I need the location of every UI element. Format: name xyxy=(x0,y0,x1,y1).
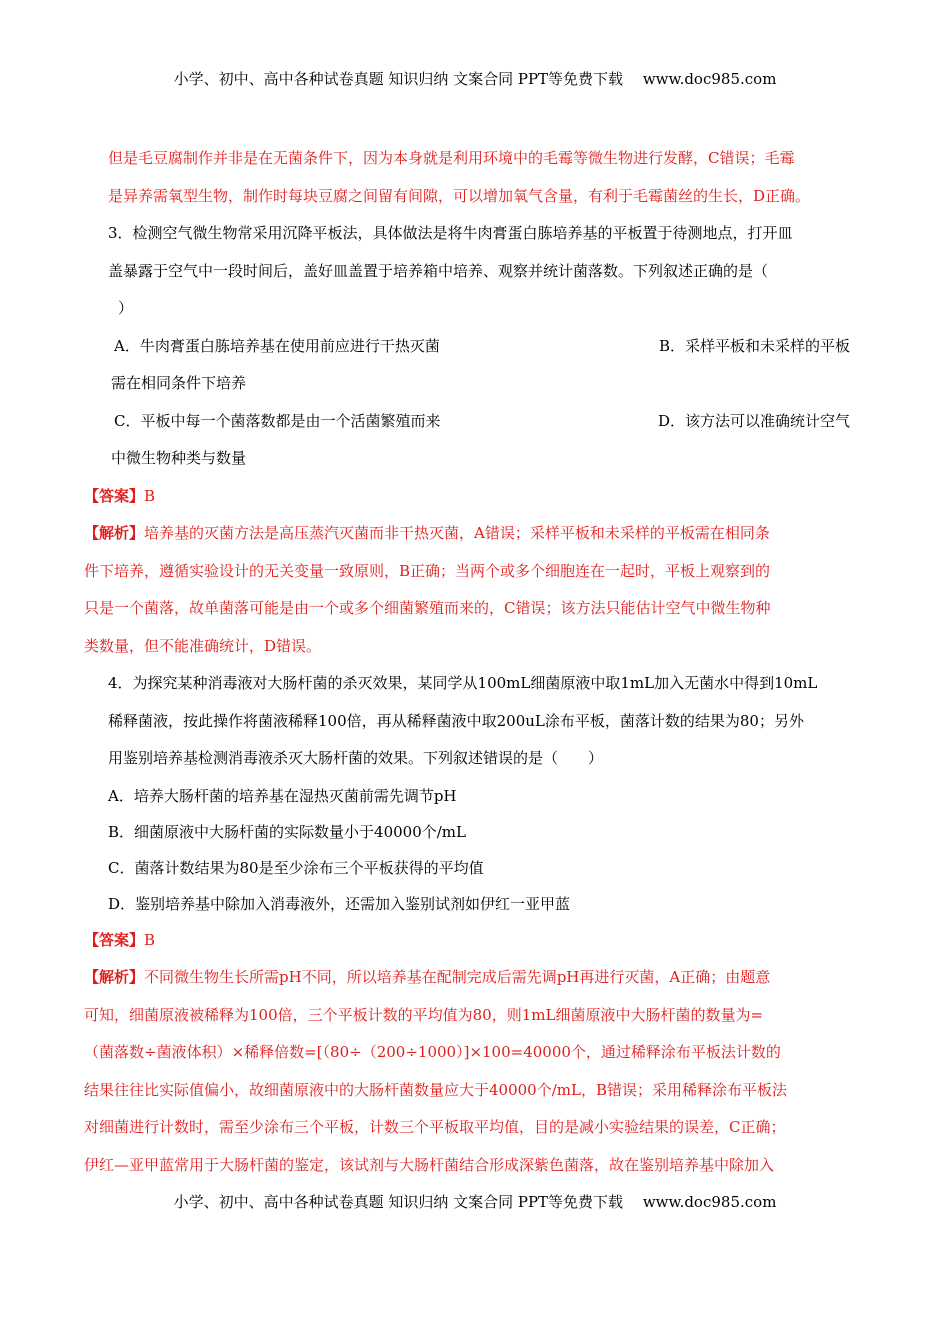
q3-analysis-line-2: 件下培养，遵循实验设计的无关变量一致原则，B正确；当两个或多个细胞连在一起时，平板上观察到的 xyxy=(84,561,771,580)
q4-analysis-line-6: 伊红—亚甲蓝常用于大肠杆菌的鉴定，该试剂与大肠杆菌结合形成深紫色菌落，故在鉴别培养基中除加入 xyxy=(84,1155,775,1174)
q3-answer-label: 【答案】 xyxy=(84,486,145,505)
q3-analysis-line-3: 只是一个菌落，故单菌落可能是由一个或多个细菌繁殖而来的，C错误；该方法只能估计空气中微生物种 xyxy=(84,599,771,617)
q4-option-b: B．细菌原液中大肠杆菌的实际数量小于40000个/mL xyxy=(108,822,466,841)
page-footer: 小学、初中、高中各种试卷真题 知识归纳 文案合同 PPT等免费下载 www.doc985.com xyxy=(173,1193,777,1211)
q4-analysis-line-2: 可知，细菌原液被稀释为100倍，三个平板计数的平均值为80，则1mL细菌原液中大肠杆菌的数量为= xyxy=(84,1005,764,1024)
document-body xyxy=(84,140,856,1184)
q3-analysis-label: 【解析】 xyxy=(84,524,145,542)
q4-analysis-line-4: 结果往往比实际值偏小，故细菌原液中的大肠杆菌数量应大于40000个/mL，B错误；采用稀释涂布平板法 xyxy=(84,1080,787,1099)
q3-answer-value: B xyxy=(144,486,156,505)
q3-answer xyxy=(84,478,856,516)
q4-stem-line-1: 4．为探究某种消毒液对大肠杆菌的杀灭效果，某同学从100mL细菌原液中取1mL加入无菌水中得到10mL xyxy=(108,674,818,692)
q3-option-c: C．平板中每一个菌落数都是由一个活菌繁殖而来 xyxy=(114,411,441,430)
q4-option-c: C．菌落计数结果为80是至少涂布三个平板获得的平均值 xyxy=(108,858,484,877)
q4-stem-line-2: 稀释菌液，按此操作将菌液稀释100倍，再从稀释菌液中取200uL涂布平板，菌落计数的结果为80；另外 xyxy=(108,711,804,730)
q3-analysis-line-4: 类数量，但不能准确统计，D错误。 xyxy=(84,636,322,655)
q3-option-b-cont: 需在相同条件下培养 xyxy=(111,374,247,392)
q4-analysis-line-5: 对细菌进行计数时，需至少涂布三个平板，计数三个平板取平均值，目的是减小实验结果的误差，C正确； xyxy=(84,1118,786,1136)
intro-line-2: 是异养需氧型生物，制作时每块豆腐之间留有间隙，可以增加氧气含量，有利于毛霉菌丝的生长，D正确。 xyxy=(108,186,811,205)
q4-stem-line-3: 用鉴别培养基检测消毒液杀灭大肠杆菌的效果。下列叙述错误的是（ ） xyxy=(108,749,604,767)
q3-stem-line-3: ） xyxy=(118,299,134,317)
q4-option-a: A．培养大肠杆菌的培养基在湿热灭菌前需先调节pH xyxy=(108,786,457,805)
q4-answer-label: 【答案】 xyxy=(84,930,145,949)
q3-option-d: D．该方法可以准确统计空气 xyxy=(657,411,850,430)
q4-analysis-label: 【解析】 xyxy=(84,968,145,986)
q3-analysis-line-1: 【解析】培养基的灭菌方法是高压蒸汽灭菌而非干热灭菌，A错误；采样平板和未采样的平板需在相同条 xyxy=(84,524,770,542)
q3-stem-line-1: 3．检测空气微生物常采用沉降平板法，具体做法是将牛肉膏蛋白胨培养基的平板置于待测地点，打开皿 xyxy=(108,224,793,242)
q3-stem-line-2: 盖暴露于空气中一段时间后，盖好皿盖置于培养箱中培养、观察并统计菌落数。下列叙述正确的是（ xyxy=(108,261,769,280)
q3-option-a: A．牛肉膏蛋白胨培养基在使用前应进行干热灭菌 xyxy=(114,336,440,355)
q4-analysis-line-3: （菌落数÷菌液体积）×稀释倍数=[（80÷（200÷1000）]×100=40000个，通过稀释涂布平板法计数的 xyxy=(84,1043,781,1061)
q3-option-row-ab xyxy=(108,328,856,366)
intro-line-1: 但是毛豆腐制作并非是在无菌条件下，因为本身就是利用环境中的毛霉等微生物进行发酵，C错误；毛霉 xyxy=(108,149,795,167)
q3-option-b: B．采样平板和未采样的平板 xyxy=(658,336,850,355)
page-header: 小学、初中、高中各种试卷真题 知识归纳 文案合同 PPT等免费下载 www.doc985.com xyxy=(173,70,777,88)
q4-analysis-line-1: 【解析】不同微生物生长所需pH不同，所以培养基在配制完成后需先调pH再进行灭菌，A正确；由题意 xyxy=(84,968,771,986)
q3-option-d-cont: 中微生物种类与数量 xyxy=(111,449,247,467)
q4-option-d: D．鉴别培养基中除加入消毒液外，还需加入鉴别试剂如伊红一亚甲蓝 xyxy=(108,894,571,913)
q3-option-row-cd xyxy=(108,403,856,441)
q4-answer xyxy=(84,922,856,960)
q4-answer-value: B xyxy=(144,930,156,949)
